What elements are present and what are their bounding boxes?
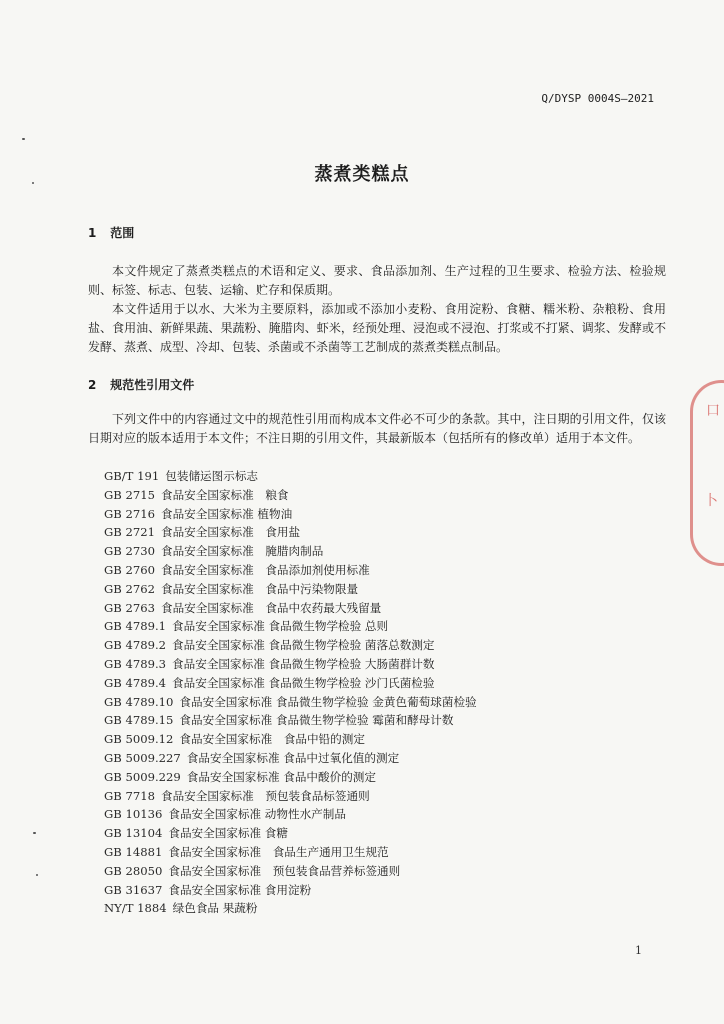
reference-item <box>104 655 664 674</box>
reference-name: 食品安全国家标准 预包装食品标签通则 <box>160 788 370 803</box>
section-title: 范围 <box>110 226 135 240</box>
reference-name: 食品安全国家标准 食品微生物学检验 霉菌和酵母计数 <box>179 713 454 728</box>
reference-item <box>104 749 664 768</box>
reference-item <box>104 486 664 505</box>
reference-item <box>104 617 664 636</box>
reference-item <box>104 730 664 749</box>
reference-item <box>104 862 664 881</box>
reference-code: GB 14881 <box>104 844 163 859</box>
reference-code: GB 4789.1 <box>104 619 167 634</box>
reference-code: GB 4789.15 <box>104 713 174 728</box>
reference-name: 包装储运图示标志 <box>165 469 259 483</box>
reference-code: GB 31637 <box>104 882 163 897</box>
reference-code: GB 5009.227 <box>104 750 181 765</box>
reference-name: 绿色食品 果蔬粉 <box>172 901 258 916</box>
scope-paragraph-1: 本文件规定了蒸煮类糕点的术语和定义、要求、食品添加剂、生产过程的卫生要求、检验方法、检验规则、标签、标志、包装、运输、贮存和保质期。 <box>88 264 666 297</box>
reference-item <box>104 693 664 712</box>
page-number: 1 <box>635 944 642 957</box>
reference-name: 食品安全国家标准 食品中酸价的测定 <box>186 769 376 784</box>
section-number: 1 <box>88 226 97 240</box>
reference-item <box>104 899 664 918</box>
section-heading-normative-references <box>88 376 194 393</box>
reference-item <box>104 805 664 824</box>
reference-name: 食品安全国家标准 食品中过氧化值的测定 <box>186 750 400 765</box>
section-title: 规范性引用文件 <box>110 378 195 392</box>
reference-name: 食品安全国家标准 预包装食品营养标签通则 <box>168 863 401 878</box>
reference-item <box>104 674 664 693</box>
reference-item <box>104 467 664 486</box>
reference-name: 食品安全国家标准 食品微生物学检验 金黄色葡萄球菌检验 <box>179 694 477 709</box>
reference-item <box>104 787 664 806</box>
reference-code: GB 4789.2 <box>104 638 167 653</box>
standard-code: Q/DYSP 0004S—2021 <box>541 92 654 105</box>
reference-name: 食品安全国家标准 植物油 <box>160 506 293 521</box>
reference-code: GB 2721 <box>104 525 155 540</box>
reference-code: GB 2716 <box>104 506 155 521</box>
reference-item <box>104 881 664 900</box>
reference-item <box>104 843 664 862</box>
reference-item <box>104 505 664 524</box>
scan-speck <box>22 138 25 140</box>
reference-code: GB 4789.3 <box>104 656 167 671</box>
reference-name: 食品安全国家标准 食用淀粉 <box>168 882 312 897</box>
scan-speck <box>36 874 38 876</box>
reference-item <box>104 768 664 787</box>
reference-code: GB 2715 <box>104 487 155 502</box>
reference-name: 食品安全国家标准 食用盐 <box>160 525 301 540</box>
reference-code: GB 4789.10 <box>104 694 174 709</box>
reference-name: 食品安全国家标准 食品中铅的测定 <box>179 732 365 747</box>
reference-name: 食品安全国家标准 粮食 <box>160 487 289 502</box>
reference-name: 食品安全国家标准 食品中污染物限量 <box>160 581 359 596</box>
reference-name: 食品安全国家标准 食品微生物学检验 沙门氏菌检验 <box>172 675 435 690</box>
stamp-mark: 口 <box>706 403 720 419</box>
scan-speck <box>32 182 34 184</box>
reference-name: 食品安全国家标准 动物性水产制品 <box>168 807 346 822</box>
reference-code: GB 13104 <box>104 826 163 841</box>
reference-list <box>104 467 664 918</box>
reference-code: GB 4789.4 <box>104 675 167 690</box>
reference-code: GB/T 191 <box>104 469 160 483</box>
reference-code: GB 2763 <box>104 600 155 615</box>
reference-name: 食品安全国家标准 食品中农药最大残留量 <box>160 600 382 615</box>
reference-name: 食品安全国家标准 食品微生物学检验 大肠菌群计数 <box>172 656 435 671</box>
reference-name: 食品安全国家标准 食糖 <box>168 826 288 841</box>
reference-name: 食品安全国家标准 食品微生物学检验 总则 <box>172 619 389 634</box>
reference-code: GB 7718 <box>104 788 155 803</box>
reference-item <box>104 599 664 618</box>
reference-item <box>104 542 664 561</box>
reference-name: 食品安全国家标准 食品微生物学检验 菌落总数测定 <box>172 638 435 653</box>
reference-code: GB 2760 <box>104 562 155 577</box>
reference-code: GB 2762 <box>104 581 155 596</box>
reference-code: GB 5009.12 <box>104 732 174 747</box>
reference-item <box>104 561 664 580</box>
section-heading-scope <box>88 224 134 241</box>
section-number: 2 <box>88 378 97 392</box>
reference-code: GB 2730 <box>104 544 155 559</box>
reference-name: 食品安全国家标准 食品添加剂使用标准 <box>160 562 370 577</box>
reference-item <box>104 523 664 542</box>
reference-code: GB 5009.229 <box>104 769 181 784</box>
scope-paragraph-2: 本文件适用于以水、大米为主要原料，添加或不添加小麦粉、食用淀粉、食糖、糯米粉、杂粮粉、食用盐、食用油、新鲜果蔬、果蔬粉、腌腊肉、虾米，经预处理、浸泡或不浸泡、打浆或不打紧、调浆、发酵或不发酵、蒸煮、成型、冷却、包装、杀菌或不杀菌等工艺制成的蒸煮类糕点制品。 <box>88 302 666 354</box>
scan-speck <box>33 832 36 834</box>
references-intro-paragraph: 下列文件中的内容通过文中的规范性引用而构成本文件必不可少的条款。其中，注日期的引用文件，仅该日期对应的版本适用于本文件；不注日期的引用文件，其最新版本（包括所有的修改单）适用于本文件。 <box>88 412 666 445</box>
reference-item <box>104 711 664 730</box>
document-title: 蒸煮类糕点 <box>314 164 410 185</box>
reference-code: GB 10136 <box>104 807 163 822</box>
reference-item <box>104 824 664 843</box>
reference-item <box>104 580 664 599</box>
reference-code: GB 28050 <box>104 863 163 878</box>
reference-name: 食品安全国家标准 腌腊肉制品 <box>160 544 324 559</box>
stamp-mark: 卜 <box>704 493 718 509</box>
reference-item <box>104 636 664 655</box>
reference-code: NY/T 1884 <box>104 901 167 916</box>
reference-name: 食品安全国家标准 食品生产通用卫生规范 <box>168 844 389 859</box>
